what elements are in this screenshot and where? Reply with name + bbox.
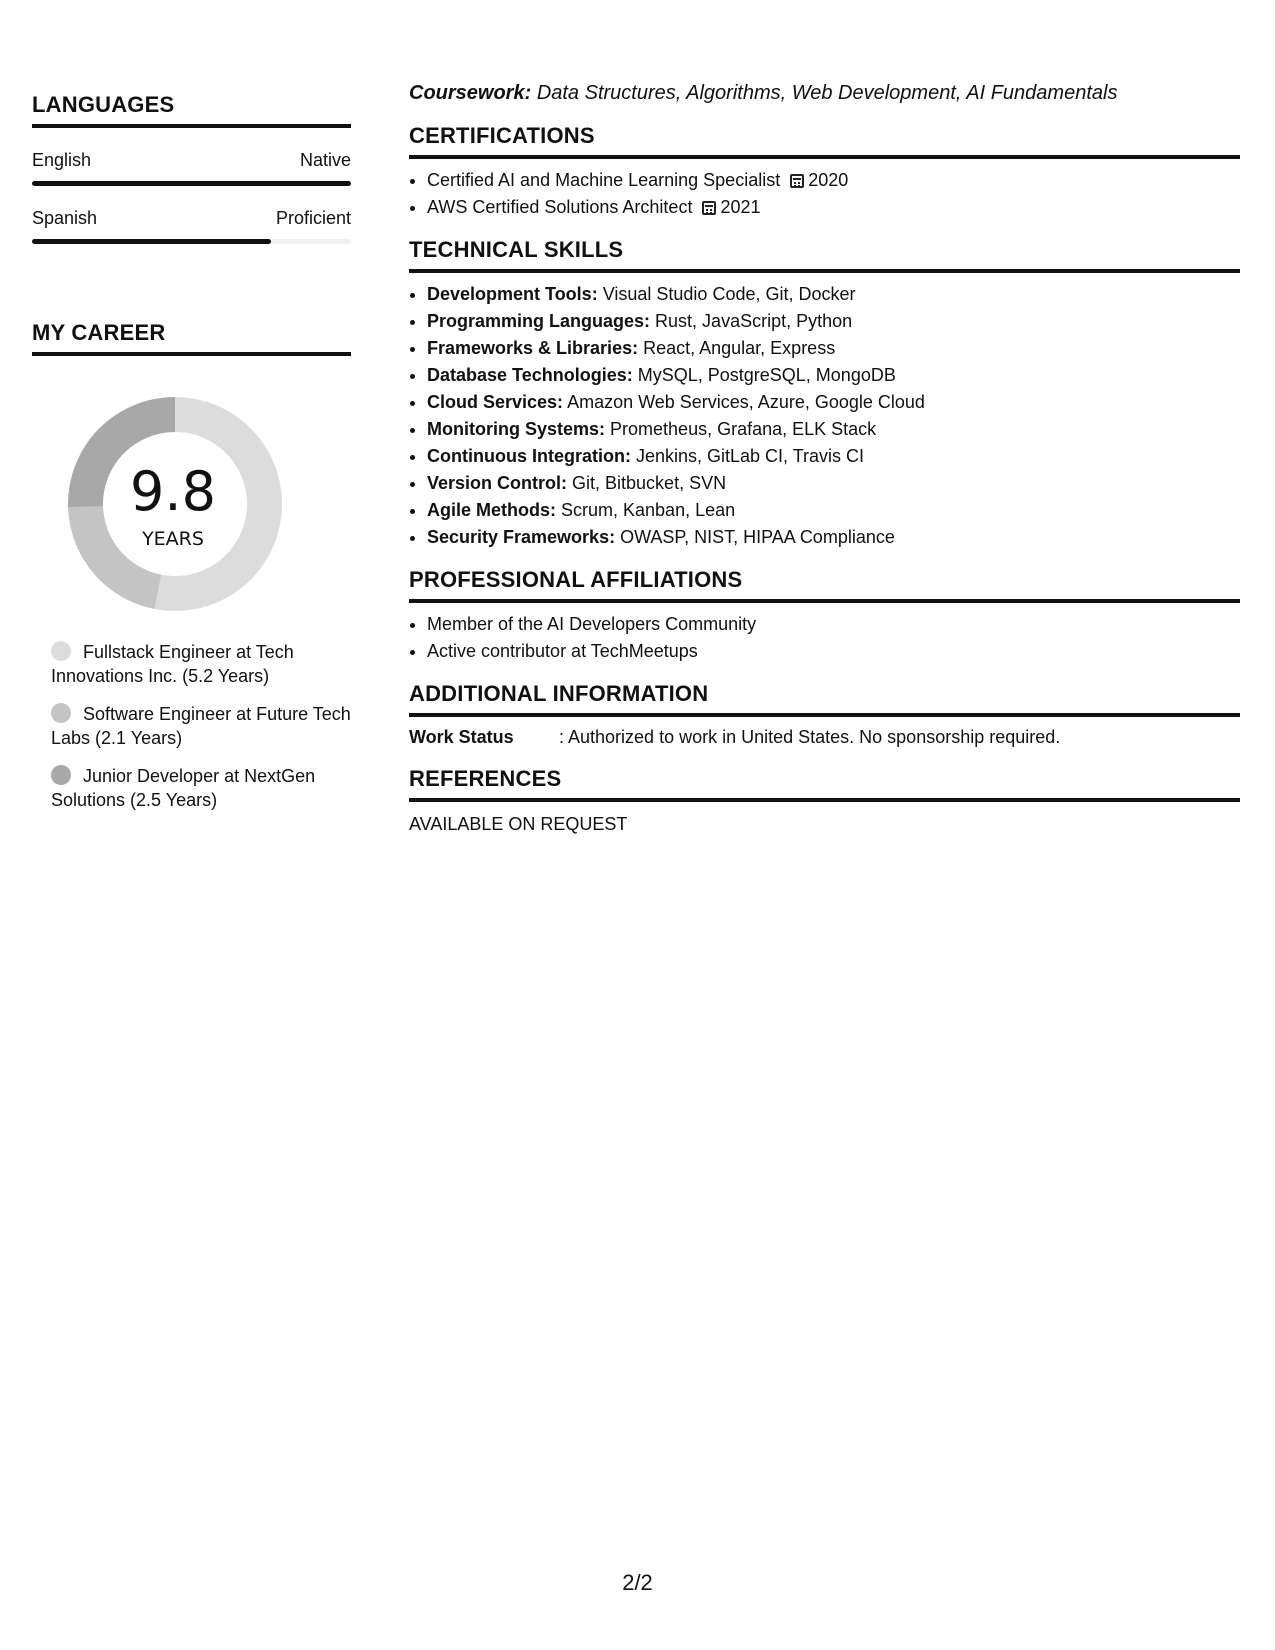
skill-label: Cloud Services:	[427, 392, 564, 412]
legend-label: Fullstack Engineer at Tech Innovations Inc. (5.2 Years)	[51, 642, 294, 686]
work-status-row	[409, 727, 1240, 748]
legend-swatch	[51, 641, 71, 661]
skill-value: React, Angular, Express	[643, 338, 836, 358]
certification-name: Certified AI and Machine Learning Specialist	[427, 170, 781, 190]
certifications-list	[409, 167, 1240, 221]
skill-value: Git, Bitbucket, SVN	[572, 473, 727, 493]
skill-value: Jenkins, GitLab CI, Travis CI	[635, 446, 865, 466]
page-number: 2/2	[622, 1570, 653, 1595]
calendar-icon	[790, 174, 804, 188]
skill-item	[427, 443, 1240, 470]
certification-name: AWS Certified Solutions Architect	[427, 197, 693, 217]
legend-label: Software Engineer at Future Tech Labs (2.1 Years)	[51, 704, 351, 748]
language-row	[32, 150, 351, 171]
skill-label: Monitoring Systems:	[427, 419, 606, 439]
calendar-icon	[702, 201, 716, 215]
skill-label: Programming Languages:	[427, 311, 651, 331]
skill-label: Version Control:	[427, 473, 568, 493]
affiliations-list	[409, 611, 1240, 665]
career-heading: MY CAREER	[32, 320, 351, 356]
affiliation-item: • Member of the AI Developers Community	[427, 611, 1240, 638]
skill-item	[427, 389, 1240, 416]
language-name: English	[32, 150, 92, 170]
coursework-value: Data Structures, Algorithms, Web Development, AI Fundamentals	[536, 82, 1118, 104]
certification-year: 2021	[720, 197, 761, 217]
skill-value: Rust, JavaScript, Python	[655, 311, 853, 331]
work-status-value: : Authorized to work in United States. No sponsorship required.	[559, 727, 1061, 747]
skill-item	[427, 308, 1240, 335]
skill-value: MySQL, PostgreSQL, MongoDB	[637, 365, 896, 385]
career-legend-item	[51, 764, 351, 812]
career-total-unit: YEARS	[142, 528, 204, 550]
language-level: Proficient	[275, 208, 351, 228]
certification-item	[427, 167, 1240, 194]
career-legend-item	[51, 702, 351, 750]
career-donut-chart	[32, 386, 351, 626]
work-status-label: Work Status	[409, 727, 514, 747]
coursework-line	[409, 82, 1240, 105]
affiliation-item: • Active contributor at TechMeetups	[427, 638, 1240, 665]
technical-skills-heading: TECHNICAL SKILLS	[409, 237, 1240, 273]
affiliations-heading: PROFESSIONAL AFFILIATIONS	[409, 567, 1240, 603]
skill-item	[427, 470, 1240, 497]
career-section	[32, 320, 351, 812]
legend-swatch	[51, 765, 71, 785]
languages-heading: LANGUAGES	[32, 92, 351, 128]
right-column	[409, 82, 1240, 835]
left-column	[32, 92, 351, 826]
skill-item	[427, 281, 1240, 308]
skill-item	[427, 362, 1240, 389]
skill-item	[427, 416, 1240, 443]
legend-swatch	[51, 703, 71, 723]
language-proficiency-fill	[32, 239, 271, 244]
language-name: Spanish	[32, 208, 98, 228]
language-proficiency-fill	[32, 181, 351, 186]
skill-item	[427, 497, 1240, 524]
language-row	[32, 208, 351, 229]
language-level: Native	[299, 150, 351, 170]
skill-label: Development Tools:	[427, 284, 598, 304]
coursework-label: Coursework:	[409, 82, 532, 104]
certification-date	[790, 170, 848, 190]
certification-item	[427, 194, 1240, 221]
skill-item	[427, 335, 1240, 362]
skill-item	[427, 524, 1240, 551]
skill-value: OWASP, NIST, HIPAA Compliance	[620, 527, 895, 547]
references-text: AVAILABLE ON REQUEST	[409, 814, 628, 834]
skill-label: Security Frameworks:	[427, 527, 616, 547]
technical-skills-list	[409, 281, 1240, 551]
skill-label: Frameworks & Libraries:	[427, 338, 639, 358]
skill-value: Scrum, Kanban, Lean	[561, 500, 736, 520]
skill-label: Agile Methods:	[427, 500, 556, 520]
additional-info-heading: ADDITIONAL INFORMATION	[409, 681, 1240, 717]
language-proficiency-bar	[32, 239, 351, 244]
career-legend-item	[51, 640, 351, 688]
skill-label: Continuous Integration:	[427, 446, 631, 466]
references-heading: REFERENCES	[409, 766, 1240, 802]
certification-year: 2020	[808, 170, 849, 190]
certification-date	[702, 197, 760, 217]
career-legend	[32, 640, 351, 812]
career-total-years: 9.8	[130, 460, 216, 523]
skill-label: Database Technologies:	[427, 365, 633, 385]
skill-value: Prometheus, Grafana, ELK Stack	[610, 419, 877, 439]
languages-list	[32, 150, 351, 244]
skill-value: Visual Studio Code, Git, Docker	[602, 284, 856, 304]
certifications-heading: CERTIFICATIONS	[409, 123, 1240, 159]
legend-label: Junior Developer at NextGen Solutions (2.5 Years)	[51, 766, 316, 810]
skill-value: Amazon Web Services, Azure, Google Cloud	[567, 392, 925, 412]
language-proficiency-bar	[32, 181, 351, 186]
